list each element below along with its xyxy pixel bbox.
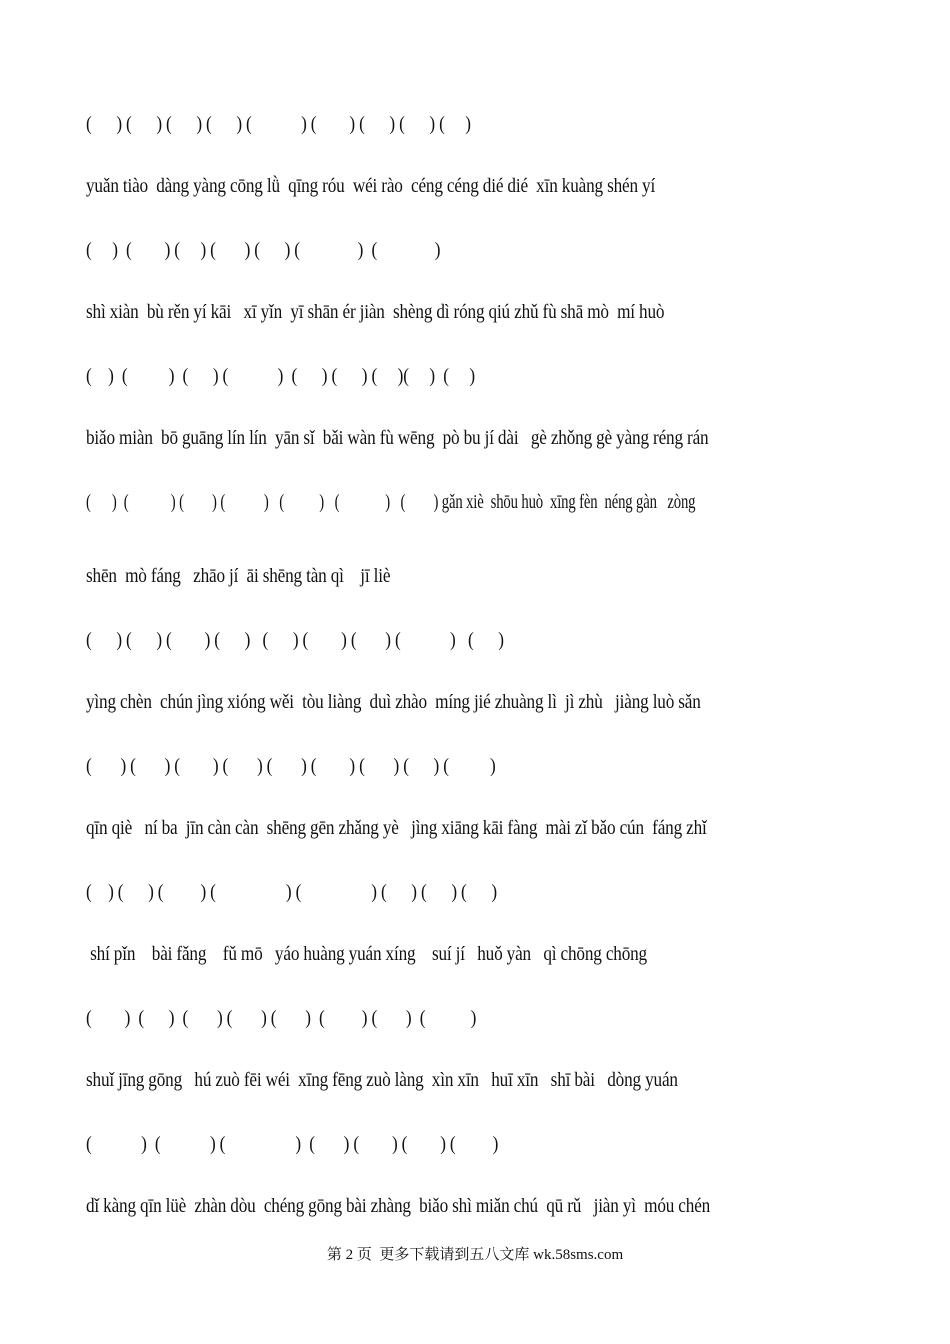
pinyin-row-7: shí pǐn bài fǎng fǔ mō yáo huàng yuán xíng suí jí huǒ yàn qì chōng chōng <box>86 943 647 965</box>
pinyin-row-6: qīn qiè ní ba jīn càn càn shēng gēn zhǎng yè jìng xiāng kāi fàng mài zǐ bǎo cún fáng zhǐ <box>86 817 707 839</box>
pinyin-row-5: yìng chèn chún jìng xióng wěi tòu liàng duì zhào míng jié zhuàng lì jì zhù jiàng luò sǎn <box>86 691 701 713</box>
bracket-row-3: ( ) ( ) ( ) ( ) ( ) ( ) ( )( ) ( ) <box>86 365 475 387</box>
bracket-row-2: ( ) ( ) ( ) ( ) ( ) ( ) ( ) <box>86 239 441 261</box>
bracket-row-9: ( ) ( ) ( ) ( ) ( ) ( ) ( ) <box>86 1133 499 1155</box>
pinyin-row-3: biǎo miàn bō guāng lín lín yān sǐ bǎi wàn fù wēng pò bu jí dài gè zhǒng gè yàng réng rán <box>86 427 709 449</box>
pinyin-row-2: shì xiàn bù rěn yí kāi xī yǐn yī shān ér jiàn shèng dì róng qiú zhǔ fù shā mò mí huò <box>86 301 665 323</box>
bracket-row-7: ( ) ( ) ( ) ( ) ( ) ( ) ( ) ( ) <box>86 881 497 903</box>
bracket-row-1: ( ) ( ) ( ) ( ) ( ) ( ) ( ) ( ) ( ) <box>86 113 471 135</box>
bracket-row-4: ( ) ( ) ( ) ( ) ( ) ( ) ( ) gǎn xiè shōu huò xīng fèn néng gàn zòng <box>86 491 696 513</box>
bracket-row-6: ( ) ( ) ( ) ( ) ( ) ( ) ( ) ( ) ( ) <box>86 755 496 777</box>
pinyin-row-4: shēn mò fáng zhāo jí āi shēng tàn qì jī liè <box>86 565 391 587</box>
pinyin-row-9: dǐ kàng qīn lüè zhàn dòu chéng gōng bài zhàng biǎo shì miǎn chú qū rǔ jiàn yì móu chén <box>86 1195 711 1217</box>
pinyin-row-8: shuǐ jīng gōng hú zuò fēi wéi xīng fēng zuò làng xìn xīn huī xīn shī bài dòng yuán <box>86 1069 678 1091</box>
pinyin-row-1: yuǎn tiào dàng yàng cōng lǜ qīng róu wéi rào céng céng dié dié xīn kuàng shén yí <box>86 175 656 197</box>
bracket-row-5: ( ) ( ) ( ) ( ) ( ) ( ) ( ) ( ) ( ) <box>86 629 504 651</box>
page-footer: 第 2 页 更多下载请到五八文库 wk.58sms.com <box>326 1247 624 1263</box>
bracket-row-8: ( ) ( ) ( ) ( ) ( ) ( ) ( ) ( ) <box>86 1007 477 1029</box>
